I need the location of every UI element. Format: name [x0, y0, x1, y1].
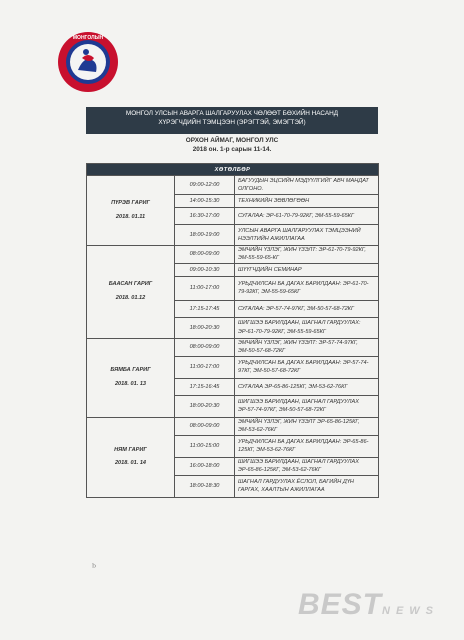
day-date: 2018. 01. 13 — [114, 380, 147, 387]
day-cell — [87, 176, 175, 246]
time-cell: 18:00-19:00 — [175, 225, 235, 246]
schedule-row — [87, 176, 379, 195]
event-cell: ШИГШЭЭ БАРИЛДААН, ШАГНАЛ ГАРДУУЛАХ ЭР-65-86-125КГ, ЭМ-53-62-76КГ — [235, 457, 379, 475]
time-cell: 17:15-16:45 — [175, 378, 235, 395]
time-cell: 17:15-17:45 — [175, 300, 235, 317]
time-cell: 08:00-09:00 — [175, 338, 235, 356]
day-date: 2018. 01. 14 — [114, 460, 147, 467]
time-cell: 18:00-20:30 — [175, 395, 235, 417]
day-date: 2018. 01.12 — [115, 294, 146, 301]
schedule-header-row — [87, 164, 379, 176]
time-cell: 16:30-17:00 — [175, 208, 235, 225]
time-cell: 11:00-17:00 — [175, 276, 235, 300]
event-cell: ЭМЧИЙН ҮЗЛЭГ, ЖИН ҮЗЭЛТ ЭР-65-86-125КГ, ЭМ-53-62-76КГ — [235, 417, 379, 435]
event-cell: СУГАЛАА: ЭР-61-70-79-92КГ, ЭМ-55-59-65КГ — [235, 208, 379, 225]
event-cell: ЭМЧИЙН ҮЗЛЭГ, ЖИН ҮЗЭЛТ: ЭР-57-74-97КГ, ЭМ-50-57-68-72КГ — [235, 338, 379, 356]
time-cell: 14:00-15:30 — [175, 195, 235, 208]
event-cell: ШИГШЭЭ БАРИЛДААН, ШАГНАЛ ГАРДУУЛАХ: ЭР-61-70-79-92КГ, ЭМ-55-59-65КГ — [235, 317, 379, 338]
time-cell: 18:00-20:30 — [175, 317, 235, 338]
event-cell: УРЬДЧИЛСАН БА ДАГАХ БАРИЛДААН: ЭР-65-86-125КГ, ЭМ-53-62-76КГ — [235, 435, 379, 457]
schedule-row — [87, 338, 379, 356]
handwritten-mark: ᵇ — [92, 563, 96, 574]
event-cell: СУГАЛАА ЭР-65-86-125КГ, ЭМ-53-62-76КГ — [235, 378, 379, 395]
day-cell — [87, 246, 175, 339]
event-cell: ЭМЧИЙН ҮЗЛЭГ, ЖИН ҮЗЭЛТ: ЭР-61-70-79-92КГ, ЭМ-55-59-65-КГ — [235, 246, 379, 264]
day-name: ПҮРЭВ ГАРИГ — [111, 200, 150, 207]
schedule-row — [87, 246, 379, 264]
event-cell: БАГУУДЫН ЭЦСИЙН МЭДҮҮЛГИЙГ АВЧ МАНДАТ ОЛГОНО. — [235, 176, 379, 195]
federation-logo — [56, 30, 120, 94]
event-cell: УЛСЫН АВАРГА ШАЛГАРУУЛАХ ТЭМЦЭЭНИЙ НЭЭЛТИЙН АЖИЛЛАГАА — [235, 225, 379, 246]
event-cell: ШАГНАЛ ГАРДУУЛАХ ЁСЛОЛ, БАГИЙН ДҮН ГАРГАХ, ХААЛТЫН АЖИЛЛАГАА — [235, 475, 379, 497]
schedule-table — [86, 163, 379, 498]
day-date: 2018. 01.11 — [115, 213, 146, 220]
title-banner — [86, 107, 378, 134]
time-cell: 18:00-18:30 — [175, 475, 235, 497]
time-cell: 09:00-10:30 — [175, 263, 235, 276]
title-line-2: ХҮРЭГЧДИЙН ТЭМЦЭЭН (ЭРЭГТЭЙ, ЭМЭГТЭЙ) — [158, 119, 306, 127]
time-cell: 11:00-15:00 — [175, 435, 235, 457]
svg-text:МОНГОЛЫН: МОНГОЛЫН — [72, 35, 104, 41]
time-cell: 11:00-17:00 — [175, 356, 235, 378]
time-cell: 08:00-09:00 — [175, 417, 235, 435]
event-cell: ШҮҮГЧДИЙН СЕМИНАР — [235, 263, 379, 276]
event-cell: ШИГШЭЭ БАРИЛДААН, ШАГНАЛ ГАРДУУЛАХ ЭР-57-74-97КГ, ЭМ-50-57-68-72КГ — [235, 395, 379, 417]
location-text: ОРХОН АЙМАГ, МОНГОЛ УЛС — [185, 137, 279, 144]
watermark — [298, 588, 439, 622]
time-cell: 16:00-18:00 — [175, 457, 235, 475]
time-cell: 09:00-12:00 — [175, 176, 235, 195]
day-cell — [87, 338, 175, 417]
day-cell — [87, 417, 175, 497]
day-name: БЯМБА ГАРИГ — [110, 367, 151, 374]
location-date — [86, 136, 378, 155]
watermark-small: NEWS — [382, 605, 440, 617]
event-cell: УРЬДЧИЛСАН БА ДАГАХ БАРИЛДААН: ЭР-57-74-97КГ, ЭМ-50-57-68-72КГ — [235, 356, 379, 378]
schedule-row — [87, 417, 379, 435]
schedule-title: ХӨТӨЛБӨР — [87, 164, 379, 176]
date-text: 2018 он. 1-р сарын 11-14. — [192, 146, 272, 154]
event-cell: УРЬДЧИЛСАН БА ДАГАХ БАРИЛДААН: ЭР-61-70-79-92КГ, ЭМ-55-59-65КГ — [235, 276, 379, 300]
time-cell: 08:00-09:00 — [175, 246, 235, 264]
day-name: БААСАН ГАРИГ — [108, 281, 153, 288]
watermark-big: BEST — [298, 588, 383, 621]
title-line-1: МОНГОЛ УЛСЫН АВАРГА ШАЛГАРУУЛАХ ЧӨЛӨӨТ БӨХИЙН НАСАНД — [125, 110, 339, 117]
day-name: НЯМ ГАРИГ — [114, 446, 147, 453]
event-cell: ТЕХНИКИЙН ЗӨВЛӨГӨӨН — [235, 195, 379, 208]
event-cell: СУГАЛАА: ЭР-57-74-97КГ, ЭМ-50-57-68-72КГ — [235, 300, 379, 317]
